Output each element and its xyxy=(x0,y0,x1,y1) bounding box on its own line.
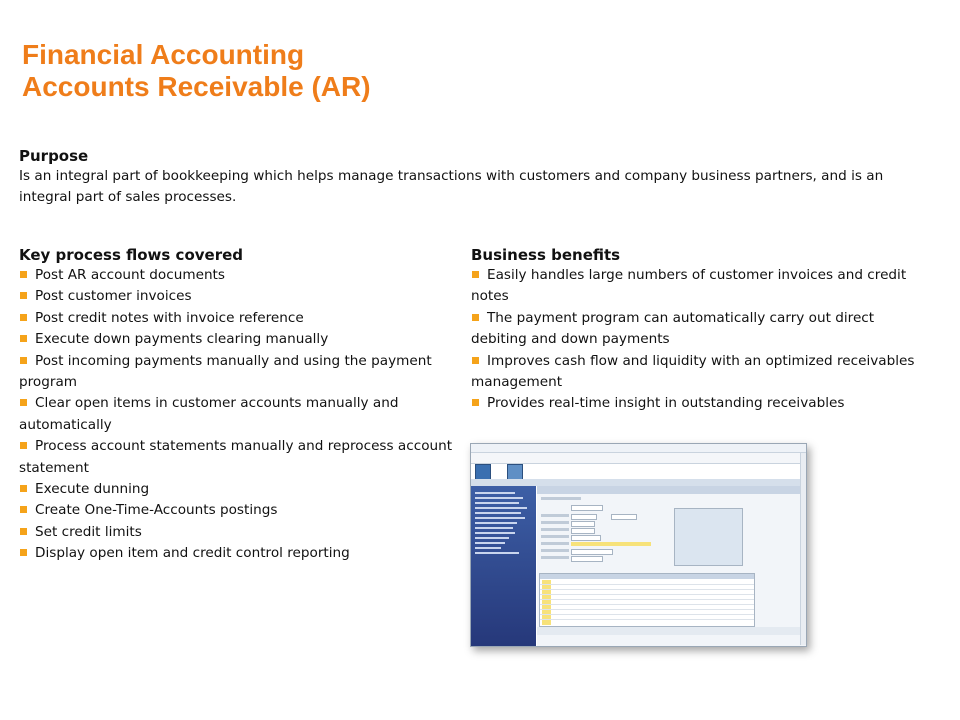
list-item: Post credit notes with invoice reference xyxy=(19,308,454,329)
screenshot-header xyxy=(537,486,806,494)
list-item: Clear open items in customer accounts manually and automatically xyxy=(19,395,399,433)
bullet-icon xyxy=(472,314,479,321)
list-item: Post AR account documents xyxy=(19,265,454,286)
benefits-section xyxy=(471,245,931,415)
screenshot-tabs xyxy=(471,479,806,486)
title-line-1: Financial Accounting xyxy=(22,39,305,70)
list-item: The payment program can automatically carry out direct debiting and down payments xyxy=(471,309,875,348)
screenshot-navigation-panel xyxy=(471,486,536,646)
screenshot-menubar xyxy=(471,444,806,453)
key-flows-heading: Key process flows covered xyxy=(19,246,244,264)
purpose-section xyxy=(19,146,939,208)
list-item: Execute dunning xyxy=(19,479,454,500)
list-item: Display open item and credit control reporting xyxy=(19,543,454,564)
list-item: Post customer invoices xyxy=(19,286,454,307)
slide-title xyxy=(22,39,371,103)
bullet-icon xyxy=(20,314,27,321)
list-item: Create One-Time-Accounts postings xyxy=(19,500,454,521)
title-line-2: Accounts Receivable (AR) xyxy=(22,71,371,102)
key-flows-section xyxy=(19,245,454,565)
bullet-icon xyxy=(472,357,479,364)
list-item: Easily handles large numbers of customer invoices and credit notes xyxy=(471,267,907,305)
bullet-icon xyxy=(20,506,27,513)
list-item: Provides real-time insight in outstanding receivables xyxy=(471,393,931,414)
purpose-heading: Purpose xyxy=(19,147,89,165)
list-item: Improves cash flow and liquidity with an optimized receivables management xyxy=(471,352,915,391)
bullet-icon xyxy=(472,271,479,278)
bullet-icon xyxy=(20,271,27,278)
list-item: Post incoming payments manually and using the payment program xyxy=(19,352,432,391)
list-item: Execute down payments clearing manually xyxy=(19,329,454,350)
screenshot-status-bar xyxy=(537,627,806,635)
screenshot-side-panel xyxy=(674,508,743,566)
screenshot-logo-icon xyxy=(475,464,491,480)
benefits-list xyxy=(471,265,931,415)
list-item: Set credit limits xyxy=(19,522,454,543)
bullet-icon xyxy=(20,549,27,556)
bullet-icon xyxy=(20,292,27,299)
screenshot-toolbar xyxy=(471,453,806,464)
purpose-text: Is an integral part of bookkeeping which helps manage transactions with customers and company business partners, and is an integral part of sales processes. xyxy=(19,168,884,205)
bullet-icon xyxy=(20,485,27,492)
screenshot-highlighted-field xyxy=(571,542,651,546)
application-screenshot xyxy=(470,443,807,647)
key-flows-list xyxy=(19,265,454,565)
bullet-icon xyxy=(20,335,27,342)
screenshot-scrollbar xyxy=(800,453,807,645)
list-item: Process account statements manually and reprocess account statement xyxy=(19,438,453,476)
benefits-heading: Business benefits xyxy=(471,246,621,264)
bullet-icon xyxy=(20,399,27,406)
bullet-icon xyxy=(20,442,27,449)
screenshot-app-icon xyxy=(507,464,523,480)
bullet-icon xyxy=(20,357,27,364)
bullet-icon xyxy=(472,399,479,406)
bullet-icon xyxy=(20,528,27,535)
screenshot-line-items-table xyxy=(539,573,755,627)
